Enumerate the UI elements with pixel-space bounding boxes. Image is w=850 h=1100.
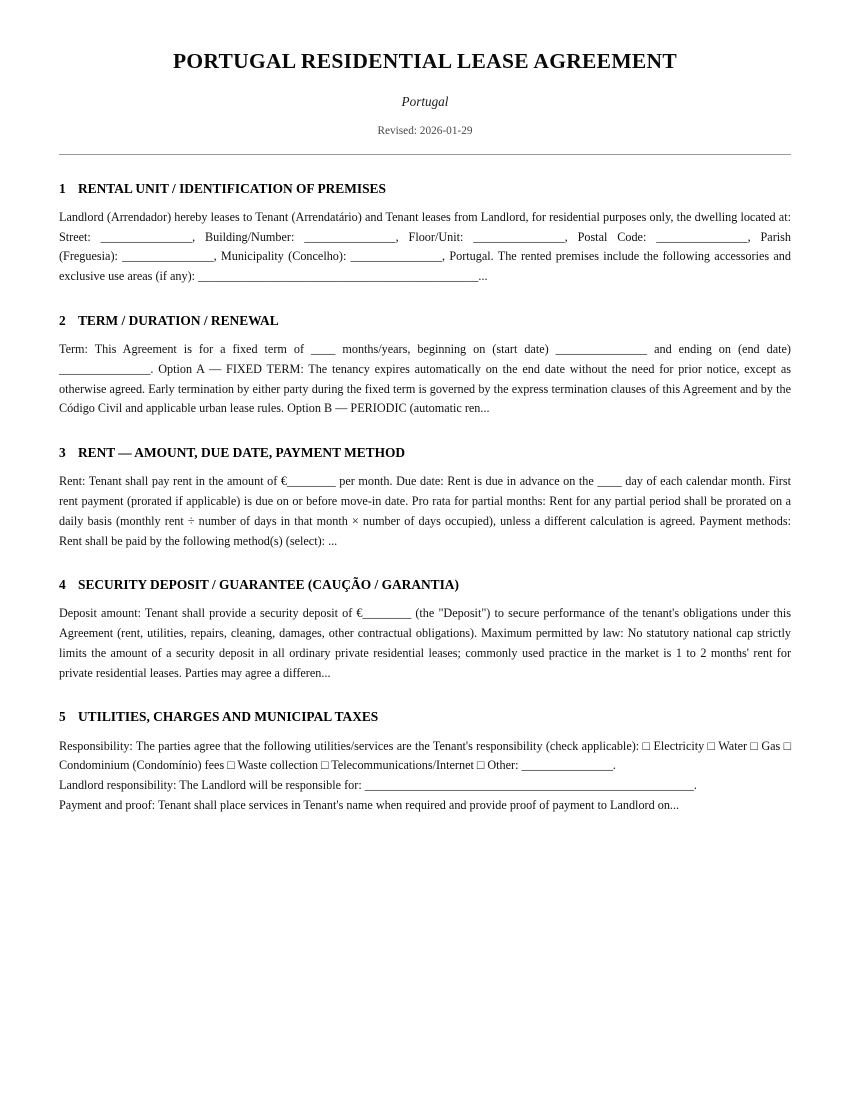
section-4-paragraph-1: Deposit amount: Tenant shall provide a security deposit of €________ (the "Deposit") to secure performance of the tenant's obligations under this Agreement (rent, utilities, repairs, cleaning, damages, other contractual obligations). Maximum permitted by law: No statutory national cap strictly limits the amount of a security deposit in all ordinary private residential leases; commonly used practice in the market is 1 to 2 months' rent for private residential leases. Parties may agree a differen... <box>59 606 791 680</box>
section-1-heading <box>59 181 791 197</box>
section-2-number: 2 <box>59 313 66 329</box>
section-3-number: 3 <box>59 445 66 461</box>
page-title: PORTUGAL RESIDENTIAL LEASE AGREEMENT <box>172 49 678 73</box>
section-4-body <box>59 604 791 683</box>
section-5-paragraph-3: Payment and proof: Tenant shall place services in Tenant's name when required and provide proof of payment to Landlord on... <box>59 797 680 812</box>
section-1 <box>59 181 791 287</box>
section-2-title: TERM / DURATION / RENEWAL <box>78 313 279 329</box>
section-3 <box>59 445 791 551</box>
document-subtitle: Portugal <box>401 93 449 109</box>
section-5-paragraph-1: Responsibility: The parties agree that the following utilities/services are the Tenant's responsibility (check applicable): □ Electricity □ Water □ Gas □ Condominium (Condomínio) fees □ Waste collection □ Telecommunications/Internet □ Other: _______________. <box>59 738 791 773</box>
section-1-paragraph-1: Landlord (Arrendador) hereby leases to Tenant (Arrendatário) and Tenant leases from Landlord, for residential purposes only, the dwelling located at: Street: _______________, Building/Number: _______________, Floor/Unit: _______________, Postal Code: _______________, Parish (Freguesia): _______________, Municipality (Concelho): _______________, Portugal. The rented premises include the following accessories and exclusive use areas (if any): ______________________________________________... <box>59 209 791 284</box>
section-5-body <box>59 737 791 816</box>
section-4-title: SECURITY DEPOSIT / GUARANTEE (CAUÇÃO / GARANTIA) <box>78 577 459 593</box>
document-revised-date: Revised: 2026-01-29 <box>377 124 473 137</box>
section-1-number: 1 <box>59 180 66 196</box>
header-divider <box>59 154 791 155</box>
section-3-heading <box>59 445 791 461</box>
section-3-body <box>59 472 791 551</box>
section-4 <box>59 577 791 683</box>
section-4-heading <box>59 577 791 593</box>
section-5-heading <box>59 709 791 725</box>
section-3-title: RENT — AMOUNT, DUE DATE, PAYMENT METHOD <box>78 445 406 461</box>
section-5-number: 5 <box>59 709 66 725</box>
document-content <box>59 0 791 816</box>
section-4-number: 4 <box>59 577 66 593</box>
section-2-heading <box>59 313 791 329</box>
section-1-body <box>59 208 791 287</box>
section-3-paragraph-1: Rent: Tenant shall pay rent in the amount of €________ per month. Due date: Rent is due in advance on the ____ day of each calendar month. First rent payment (prorated if applicable) is due on or before move-in date. Pro rata for partial months: Rent for any partial period shall be prorated on a daily basis (monthly rent ÷ number of days in that month × number of days occupied), unless a different calculation is agreed. Payment methods: Rent shall be paid by the following method(s) (select): ... <box>59 474 791 548</box>
section-2-paragraph-1: Term: This Agreement is for a fixed term of ____ months/years, beginning on (start date) _______________ and ending on (end date) _______________. Option A — FIXED TERM: The tenancy expires automatically on the end date without the need for prior notice, except as otherwise agreed. Early termination by either party during the fixed term is governed by the express termination clauses of this Agreement and by the Código Civil and applicable urban lease rules. Option B — PERIODIC (automatic ren... <box>59 342 791 416</box>
section-2 <box>59 313 791 419</box>
section-5 <box>59 709 791 815</box>
section-5-title: UTILITIES, CHARGES AND MUNICIPAL TAXES <box>78 709 379 725</box>
section-1-title: RENTAL UNIT / IDENTIFICATION OF PREMISES <box>78 180 386 196</box>
section-5-paragraph-2: Landlord responsibility: The Landlord will be responsible for: ______________________________________________________. <box>59 778 697 793</box>
section-2-body <box>59 340 791 419</box>
